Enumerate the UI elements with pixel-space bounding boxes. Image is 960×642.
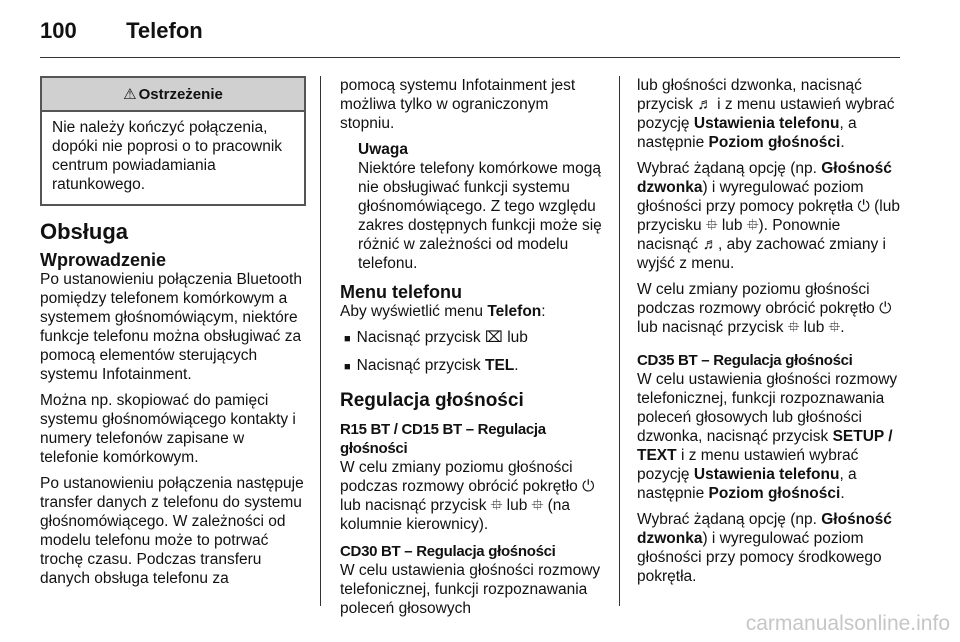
list-item (340, 328, 602, 349)
bold-text: TEL (485, 357, 515, 374)
warning-header (42, 78, 304, 112)
subheading-wprowadzenie: Wprowadzenie (40, 250, 167, 270)
paragraph: Po ustanowieniu połączenia następuje transfer danych z telefonu do systemu głośnomówiącego. W zależności od modelu telefonu może to potrwać trochę czasu. Podczas transferu danych obsługa telefonu za (40, 475, 304, 587)
text: Nacisnąć przycisk (356, 357, 481, 374)
watermark: carmanualsonline.info (745, 612, 950, 635)
paragraph: Po ustanowieniu połączenia Bluetooth pomiędzy telefonem komórkowym a systemem głośnomówiącym, niektóre funkcje telefonu można obsługiwać za pomocą elementów sterujących systemu Infotainment. (40, 271, 302, 383)
warning-triangle-icon: ⚠ (123, 86, 137, 103)
warning-box (40, 76, 306, 206)
page-header (40, 18, 203, 44)
bold-text: Poziom głośności (708, 134, 841, 151)
column-2 (340, 76, 602, 625)
header-rule (40, 57, 900, 58)
paragraph: lub głośności dzwonka, nacisnąć przycisk ♬ i z menu ustawień wybrać pozycję Ustawienia telefonu, a następnie Poziom głośności. (637, 77, 895, 151)
column-divider (320, 76, 321, 606)
paragraph: W celu zmiany poziomu głośności podczas rozmowy obrócić pokrętło ⏻ lub nacisnąć przycisk ⯐ lub ⯐. (637, 281, 892, 336)
list-item: ■ Nacisnąć przycisk TEL. (340, 356, 602, 377)
bold-text: Poziom głośności (708, 485, 841, 502)
bold-text: Głośność dzwonka (637, 511, 892, 547)
text: i z menu ustawień wybrać pozycję (637, 447, 859, 483)
bullet-list (340, 328, 602, 377)
text: Wybrać żądaną opcję (np. (637, 511, 817, 528)
column-1 (40, 76, 306, 595)
warning-title: Ostrzeżenie (138, 86, 223, 103)
paragraph: Można np. skopiować do pamięci systemu głośnomówiącego kontakty i numery telefonów zapisane w telefonie komórkowym. (40, 392, 296, 466)
subheading-r15: R15 BT / CD15 BT – Regulacja głośności (340, 421, 546, 457)
text: ) i wyregulować poziom głośności przy pomocy środkowego pokrętła. (637, 530, 882, 585)
paragraph (637, 159, 905, 273)
bold-text: SETUP / TEXT (637, 428, 893, 464)
text: ) i wyregulować poziom głośności przy pomocy pokrętła ⏻ (lub przycisku ⯐ lub ⯐). Ponownie nacisnąć ♬, aby zachować zmiany i wyjść z menu. (637, 179, 900, 272)
text: Wybrać żądaną opcję (np. (637, 160, 817, 177)
bold-text: Ustawienia telefonu (693, 466, 840, 483)
warning-text: Nie należy kończyć połączenia, dopóki nie poprosi o to pracownik centrum powiadamiania ratunkowego. (52, 119, 283, 193)
phone-button-icon: ⌧ (485, 329, 503, 346)
bold-text: Telefon (487, 303, 542, 320)
paragraph (637, 510, 905, 586)
text: lub (507, 329, 528, 346)
paragraph: Aby wyświetlić menu Telefon: (340, 303, 546, 320)
section-heading-obsluga: Obsługa (40, 219, 129, 244)
text: Aby wyświetlić menu (340, 303, 483, 320)
subheading-cd30: CD30 BT – Regulacja głośności (340, 543, 556, 560)
bold-text: Ustawienia telefonu (693, 115, 840, 132)
paragraph: W celu ustawienia głośności rozmowy telefonicznej, funkcji rozpoznawania poleceń głosowych lub głośności dzwonka, nacisnąć przycisk SETUP / TEXT i z menu ustawień wybrać pozycję Ustawienia telefonu, a następnie Poziom głośności. (637, 371, 898, 502)
note-box (340, 140, 602, 273)
paragraph: pomocą systemu Infotainment jest możliwa tylko w ograniczonym stopniu. (340, 77, 576, 132)
note-text: Niektóre telefony komórkowe mogą nie obsługiwać funkcji systemu głośnomówiącego. Z tego względu zakres dostępnych funkcji może się różnić w zależności od modelu telefonu. (358, 160, 602, 272)
text: W celu ustawienia głośności rozmowy telefonicznej, funkcji rozpoznawania poleceń głosowych lub głośności dzwonka, nacisnąć przycisk (637, 371, 898, 445)
text: , a następnie (637, 115, 857, 151)
page-number: 100 (40, 18, 77, 43)
column-divider (619, 76, 620, 606)
text: , a następnie (637, 466, 857, 502)
subheading-menu-telefonu: Menu telefonu (340, 282, 462, 302)
bold-text: Głośność dzwonka (637, 160, 892, 196)
page-title: Telefon (126, 18, 203, 43)
column-3 (637, 76, 905, 593)
text: lub głośności dzwonka, nacisnąć przycisk ♬ i z menu ustawień wybrać pozycję (637, 77, 895, 132)
subheading-regulacja: Regulacja głośności (340, 390, 524, 411)
text: Nacisnąć przycisk (356, 329, 481, 346)
paragraph: W celu zmiany poziomu głośności podczas rozmowy obrócić pokrętło ⏻ lub nacisnąć przycisk ⯐ lub ⯐ (na kolumnie kierownicy). (340, 459, 595, 533)
paragraph: W celu ustawienia głośności rozmowy telefonicznej, funkcji rozpoznawania poleceń głosowych (340, 562, 601, 617)
note-title: Uwaga (358, 141, 408, 158)
subheading-cd35: CD35 BT – Regulacja głośności (637, 352, 853, 369)
